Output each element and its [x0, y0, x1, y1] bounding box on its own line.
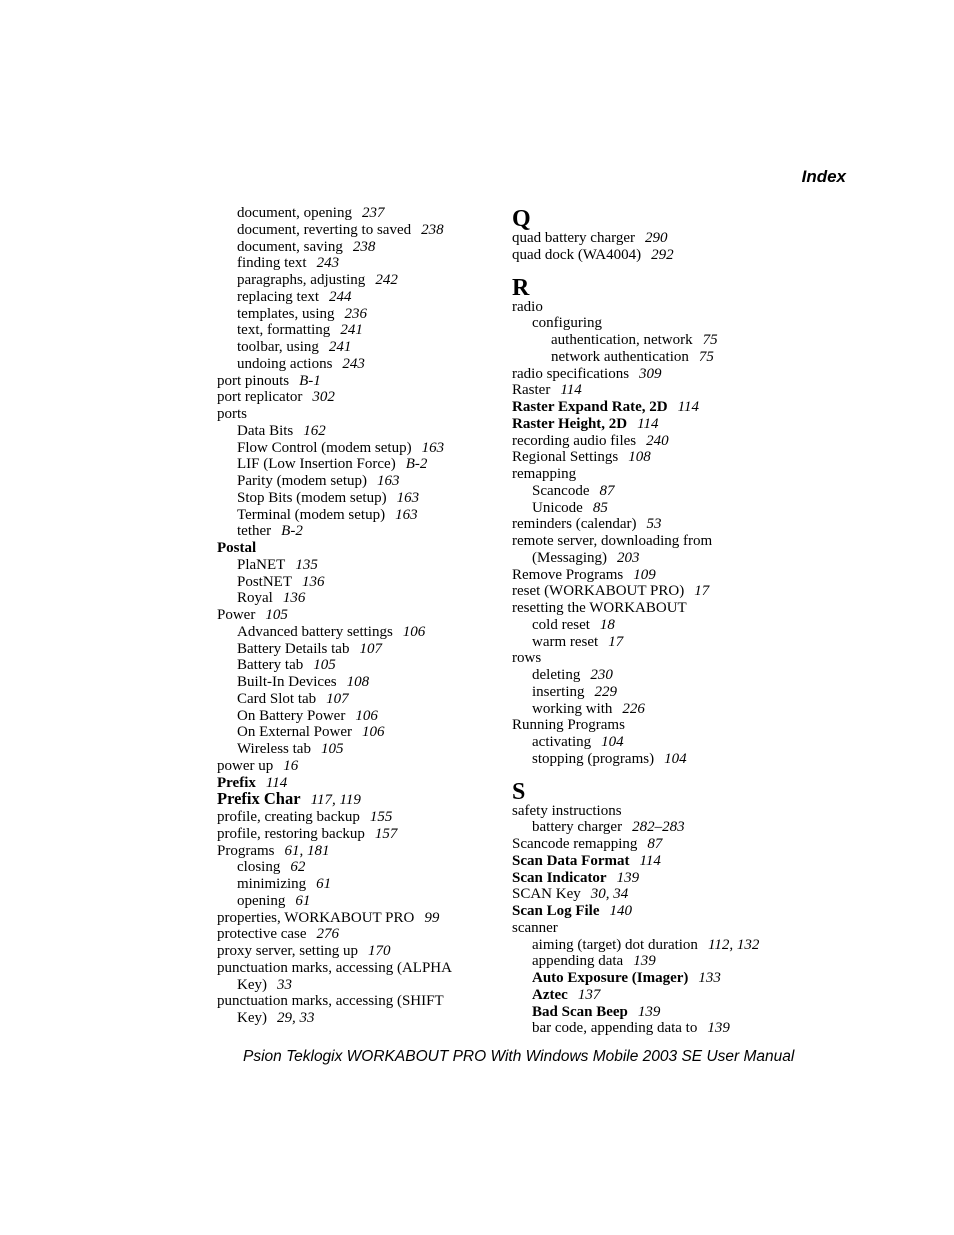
- section-letter: R: [512, 274, 530, 301]
- page-reference: 302: [312, 389, 335, 406]
- index-term: protective case: [217, 926, 307, 943]
- index-term: Advanced battery settings: [237, 623, 393, 640]
- index-term: rows: [512, 650, 542, 667]
- index-term: deleting: [532, 667, 581, 683]
- page-reference: 106: [361, 724, 385, 741]
- index-entry: [217, 205, 482, 222]
- index-entry: [512, 684, 802, 701]
- page-reference: 162: [303, 422, 326, 439]
- index-entry: [217, 926, 482, 943]
- index-term: templates, using: [237, 305, 335, 322]
- index-term: Terminal (modem setup): [237, 506, 386, 523]
- index-term: Raster Expand Rate, 2D: [512, 399, 668, 415]
- index-term: radio: [512, 298, 543, 315]
- index-term: port pinouts: [217, 372, 290, 389]
- index-entry: [512, 332, 802, 349]
- index-entry: [217, 306, 482, 323]
- page-reference: 108: [628, 449, 651, 466]
- index-term: Battery Details tab: [237, 640, 350, 657]
- page-reference: 30, 34: [590, 886, 629, 903]
- index-entry: [512, 349, 802, 366]
- page-reference: 114: [637, 415, 659, 432]
- index-entry: [217, 657, 482, 674]
- index-entry: [217, 741, 482, 758]
- page-reference: 241: [340, 322, 363, 339]
- index-term: minimizing: [237, 876, 307, 892]
- index-term: scanner: [512, 919, 558, 936]
- index-entry: [217, 222, 482, 239]
- index-entry: [512, 583, 802, 600]
- page-reference: 106: [355, 707, 378, 724]
- page-reference: 140: [609, 903, 633, 919]
- index-term: Parity (modem setup): [237, 473, 367, 489]
- page-reference: 229: [594, 683, 617, 700]
- page-reference: 75: [702, 332, 718, 348]
- index-term: reset (WORKABOUT PRO): [512, 583, 685, 600]
- index-term: safety instructions: [512, 802, 622, 819]
- index-entry: [217, 859, 482, 876]
- page-reference: 237: [361, 205, 385, 221]
- index-term: PostNET: [237, 573, 293, 590]
- index-entry: [217, 574, 482, 591]
- index-entry: [217, 255, 482, 272]
- index-entry: [217, 239, 482, 256]
- index-entry: [512, 567, 802, 584]
- page-reference: 17: [694, 583, 710, 600]
- index-term: remapping: [512, 466, 577, 482]
- index-entry: [512, 533, 802, 567]
- page-reference: 33: [277, 976, 292, 993]
- page-reference: 135: [295, 556, 318, 573]
- index-term: bar code, appending data to: [532, 1020, 698, 1037]
- index-term: Prefix: [217, 774, 256, 791]
- page-reference: 226: [622, 700, 645, 717]
- page-reference: 136: [302, 573, 325, 590]
- index-term: PlaNET: [237, 556, 286, 573]
- index-term: appending data: [532, 953, 624, 970]
- index-entry: [512, 600, 802, 617]
- index-term: opening: [237, 892, 286, 909]
- index-term: document, saving: [237, 238, 343, 255]
- index-entry: [512, 416, 802, 433]
- index-entry: [512, 516, 802, 533]
- index-term: quad dock (WA4004): [512, 246, 642, 263]
- index-term: Aztec: [532, 986, 568, 1003]
- index-term: punctuation marks, accessing (SHIFT Key): [217, 993, 444, 1026]
- index-entry: [217, 289, 482, 306]
- page-reference: 292: [651, 246, 674, 263]
- index-term: toolbar, using: [237, 339, 319, 355]
- index-term: Royal: [237, 590, 273, 607]
- index-term: port replicator: [217, 389, 303, 406]
- index-entry: [217, 473, 482, 490]
- section-letter: S: [512, 778, 526, 805]
- page-reference: 105: [320, 741, 344, 757]
- index-entry: [512, 717, 802, 734]
- index-term: On Battery Power: [237, 707, 346, 724]
- index-entry: [217, 641, 482, 658]
- index-entry: [512, 382, 802, 399]
- index-entry: [217, 339, 482, 356]
- index-term: inserting: [532, 683, 585, 700]
- page-reference: 114: [677, 399, 699, 415]
- page-reference: 137: [577, 986, 601, 1003]
- index-term: Battery tab: [237, 657, 304, 674]
- page-header-title: Index: [801, 167, 846, 186]
- index-entry: [217, 490, 482, 507]
- index-term: quad battery charger: [512, 230, 635, 246]
- index-entry: [217, 272, 482, 289]
- index-entry: [512, 751, 802, 768]
- page-reference: 85: [592, 499, 608, 516]
- index-term: radio specifications: [512, 365, 630, 382]
- index-column-left: [217, 205, 482, 1027]
- index-term: Scan Indicator: [512, 869, 607, 886]
- page-reference: 62: [290, 859, 306, 876]
- index-term: Scancode remapping: [512, 836, 638, 852]
- index-entry: [217, 507, 482, 524]
- index-entry: [512, 667, 802, 684]
- page-reference: 106: [402, 623, 426, 640]
- index-entry: [217, 322, 482, 339]
- index-entry: [217, 607, 482, 624]
- index-term: Data Bits: [237, 422, 294, 439]
- page-reference: 203: [617, 549, 640, 566]
- index-term: undoing actions: [237, 355, 333, 372]
- index-term: Remove Programs: [512, 566, 624, 583]
- page-reference: 244: [329, 288, 352, 305]
- page-reference: B-2: [281, 523, 303, 540]
- index-term: Scan Log File: [512, 903, 600, 919]
- index-term: SCAN Key: [512, 886, 581, 903]
- page-reference: 163: [376, 473, 400, 489]
- index-term: Bad Scan Beep: [532, 1003, 628, 1020]
- page-reference: 155: [369, 809, 393, 825]
- index-entry: [217, 456, 482, 473]
- index-term: Raster Height, 2D: [512, 415, 628, 432]
- section-letter: Q: [512, 206, 531, 232]
- page-reference: 61: [295, 892, 311, 909]
- index-entry: [512, 701, 802, 718]
- page-reference: 230: [590, 667, 613, 683]
- index-entry: [217, 557, 482, 574]
- page-reference: 107: [359, 640, 382, 657]
- index-term: Raster: [512, 382, 551, 399]
- index-entry: [217, 590, 482, 607]
- page-reference: 238: [421, 221, 444, 238]
- index-term: profile, creating backup: [217, 809, 360, 825]
- index-entry: [217, 758, 482, 775]
- index-term: Scan Data Format: [512, 852, 630, 869]
- index-entry: [217, 691, 482, 708]
- index-term: Built-In Devices: [237, 674, 337, 690]
- index-term: paragraphs, adjusting: [237, 272, 366, 288]
- page-reference: 240: [646, 432, 669, 449]
- index-term: configuring: [532, 315, 602, 332]
- index-entry: [512, 903, 802, 920]
- page-reference: 16: [283, 757, 299, 774]
- page-reference: 276: [316, 926, 340, 943]
- page-reference: 87: [599, 482, 615, 499]
- index-entry: [217, 724, 482, 741]
- index-term: network authentication: [551, 348, 689, 365]
- page-reference: 75: [698, 348, 714, 365]
- index-entry: [512, 230, 802, 247]
- index-term: warm reset: [532, 633, 599, 650]
- page-reference: B-2: [405, 456, 428, 473]
- index-entry: [217, 876, 482, 893]
- index-entry: [217, 910, 482, 927]
- page-reference: 61: [316, 876, 332, 892]
- page-reference: 18: [599, 616, 615, 633]
- index-term: reminders (calendar): [512, 516, 637, 533]
- index-entry: [512, 433, 802, 450]
- page-reference: 163: [395, 506, 418, 523]
- index-term: battery charger: [532, 819, 623, 836]
- index-entry: [217, 960, 482, 994]
- index-term: aiming (target) dot duration: [532, 936, 698, 953]
- index-term: finding text: [237, 255, 307, 272]
- index-entry: [512, 853, 802, 870]
- index-term: Prefix Char: [217, 789, 301, 809]
- index-entry: [512, 803, 802, 820]
- page-reference: 104: [664, 750, 687, 767]
- index-entry: [512, 836, 802, 853]
- page-reference: B-1: [299, 372, 321, 389]
- index-term: authentication, network: [551, 332, 693, 348]
- index-entry: [217, 943, 482, 960]
- page-reference: 139: [707, 1020, 730, 1037]
- index-entry: [512, 399, 802, 416]
- index-term: document, reverting to saved: [237, 221, 412, 238]
- page-reference: 170: [368, 943, 391, 959]
- index-term: ports: [217, 406, 247, 422]
- page-reference: 29, 33: [277, 1010, 315, 1026]
- page-reference: 99: [424, 909, 440, 926]
- page-reference: 238: [352, 238, 376, 255]
- page-reference: 163: [396, 489, 420, 506]
- index-entry: [217, 523, 482, 540]
- index-term: Power: [217, 607, 256, 623]
- page-reference: 157: [374, 825, 398, 842]
- page-reference: 309: [639, 365, 662, 382]
- index-term: working with: [532, 700, 613, 717]
- index-entry: [217, 826, 482, 843]
- index-term: Postal: [217, 540, 257, 556]
- index-term: tether: [237, 523, 272, 540]
- index-term: cold reset: [532, 616, 590, 633]
- index-entry: [512, 634, 802, 651]
- index-term: Regional Settings: [512, 449, 619, 466]
- index-entry: [512, 617, 802, 634]
- index-entry: [217, 791, 482, 809]
- index-entry: [512, 937, 802, 954]
- index-entry: [512, 650, 802, 667]
- index-entry: [217, 893, 482, 910]
- page-reference: 163: [421, 439, 445, 456]
- index-entry: [512, 466, 802, 483]
- index-term: punctuation marks, accessing (ALPHA Key): [217, 959, 452, 993]
- index-entry: [512, 970, 802, 987]
- index-term: resetting the WORKABOUT: [512, 600, 687, 616]
- page-reference: 243: [342, 355, 365, 372]
- page-reference: 104: [601, 734, 624, 750]
- page-reference: 17: [608, 633, 624, 650]
- page-reference: 136: [282, 590, 306, 607]
- page-reference: 87: [647, 836, 663, 852]
- index-term: Auto Exposure (Imager): [532, 970, 689, 986]
- page-reference: 243: [316, 255, 340, 272]
- index-term: On External Power: [237, 724, 352, 741]
- index-term: Stop Bits (modem setup): [237, 489, 387, 506]
- index-term: recording audio files: [512, 432, 637, 449]
- index-term: power up: [217, 757, 274, 774]
- index-term: Running Programs: [512, 717, 625, 734]
- index-term: proxy server, setting up: [217, 943, 359, 959]
- index-entry: [512, 247, 802, 264]
- index-entry: [512, 819, 802, 836]
- index-entry: [512, 366, 802, 383]
- page-footer: Psion Teklogix WORKABOUT PRO With Windows Mobile 2003 SE User Manual: [243, 1048, 795, 1065]
- index-entry: [512, 299, 802, 316]
- index-entry: [512, 500, 802, 517]
- index-term: stopping (programs): [532, 750, 655, 767]
- page-reference: 139: [616, 869, 640, 886]
- section-gap: [512, 768, 802, 778]
- index-entry: [217, 993, 482, 1027]
- index-term: closing: [237, 859, 281, 876]
- page-reference: 109: [633, 566, 656, 583]
- page-reference: 290: [645, 230, 668, 246]
- page-reference: 105: [313, 657, 336, 674]
- index-term: Unicode: [532, 499, 583, 516]
- index-term: text, formatting: [237, 322, 331, 339]
- page-reference: 114: [265, 774, 288, 791]
- index-column-right: [512, 205, 802, 1037]
- index-entry: [217, 624, 482, 641]
- index-entry: [217, 540, 482, 557]
- index-entry: [512, 870, 802, 887]
- page-reference: 133: [698, 970, 721, 986]
- page-reference: 105: [265, 607, 288, 623]
- index-entry: [512, 315, 802, 332]
- page-reference: 107: [326, 690, 349, 707]
- page-reference: 108: [346, 674, 370, 690]
- index-entry: [512, 920, 802, 937]
- index-entry: [217, 843, 482, 860]
- index-entry: [512, 953, 802, 970]
- index-term: Wireless tab: [237, 741, 311, 757]
- page-reference: 112, 132: [707, 936, 760, 953]
- index-entry: [512, 1020, 802, 1037]
- page-reference: 117, 119: [310, 792, 361, 809]
- index-term: properties, WORKABOUT PRO: [217, 909, 415, 926]
- index-term: activating: [532, 734, 592, 750]
- page-reference: 53: [646, 516, 662, 533]
- index-term: profile, restoring backup: [217, 825, 365, 842]
- index-term: Card Slot tab: [237, 690, 317, 707]
- index-entry: [217, 406, 482, 423]
- index-entry: [217, 423, 482, 440]
- index-entry: [512, 1004, 802, 1021]
- index-term: replacing text: [237, 288, 320, 305]
- page-reference: 114: [560, 382, 582, 399]
- index-entry: [217, 389, 482, 406]
- index-term: Flow Control (modem setup): [237, 439, 412, 456]
- index-term: remote server, downloading from (Messaging): [512, 533, 713, 566]
- index-entry: [217, 708, 482, 725]
- page-reference: 139: [637, 1003, 661, 1020]
- index-entry: [217, 440, 482, 457]
- index-term: Programs: [217, 842, 275, 859]
- page-reference: 114: [639, 852, 661, 869]
- page-reference: 236: [344, 305, 367, 322]
- page-reference: 139: [633, 953, 656, 970]
- index-entry: [512, 449, 802, 466]
- index-term: LIF (Low Insertion Force): [237, 456, 396, 473]
- page-reference: 282–283: [632, 819, 685, 836]
- index-entry: [217, 373, 482, 390]
- index-entry: [512, 886, 802, 903]
- section-gap: [512, 264, 802, 274]
- index-entry: [217, 809, 482, 826]
- index-entry: [512, 734, 802, 751]
- page-reference: 61, 181: [284, 842, 330, 859]
- index-entry: [217, 356, 482, 373]
- page-reference: 242: [375, 272, 398, 288]
- page-reference: 241: [328, 339, 352, 355]
- index-entry: [512, 987, 802, 1004]
- index-entry: [512, 483, 802, 500]
- index-term: document, opening: [237, 205, 352, 221]
- index-term: Scancode: [532, 482, 590, 499]
- index-entry: [217, 674, 482, 691]
